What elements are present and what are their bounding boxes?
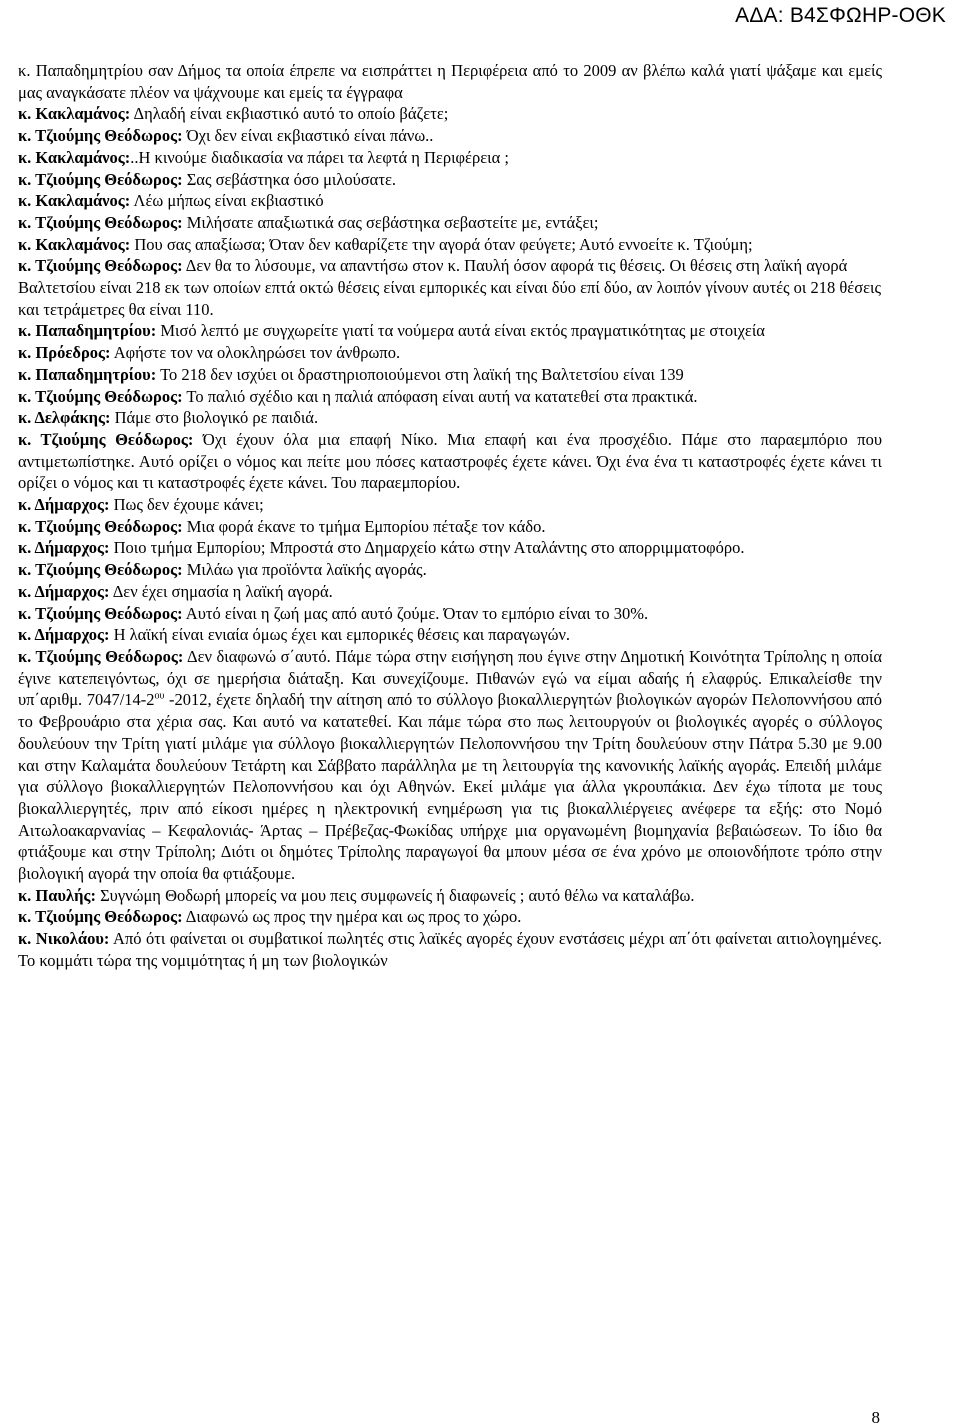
speaker-label: κ. Τζιούμης Θεόδωρος:	[18, 907, 183, 927]
speaker-label: κ. Παυλής:	[18, 885, 96, 905]
paragraph: κ. Κακλαμάνος: Λέω μήπως είναι εκβιαστικό	[18, 191, 324, 211]
paragraph: κ. Τζιούμης Θεόδωρος: Διαφωνώ ως προς την ημέρα και ως προς το χώρο.	[18, 907, 522, 927]
speaker-label: κ. Δήμαρχος:	[18, 581, 110, 601]
paragraph: κ. Παπαδημητρίου: Το 218 δεν ισχύει οι δραστηριοποιούμενοι στη λαϊκή της Βαλτετσίου είναι 139	[18, 364, 684, 384]
paragraph: κ. Κακλαμάνος: Που σας απαξίωσα; Όταν δεν καθαρίζετε την αγορά όταν φεύγετε; Αυτό εννοείτε κ. Τζιούμη;	[18, 234, 753, 254]
paragraph: κ. Τζιούμης Θεόδωρος: Μιλάω για προϊόντα λαϊκής αγοράς.	[18, 560, 427, 580]
ada-code: ΑΔΑ: Β4ΣΦΩΗΡ-ΟΘΚ	[735, 4, 946, 27]
superscript: ου	[154, 690, 165, 702]
speaker-label: κ. Τζιούμης Θεόδωρος:	[18, 516, 183, 536]
speaker-label: κ. Τζιούμης Θεόδωρος:	[18, 429, 194, 449]
page-number: 8	[871, 1408, 880, 1427]
paragraph: κ. Τζιούμης Θεόδωρος: Δεν θα το λύσουμε, να απαντήσω στον κ. Παυλή όσον αφορά τις θέσεις. Οι θέσεις στη λαϊκή αγορά Βαλτετσίου είναι 218 εκ των οποίων επτά οκτώ θέσεις είναι εμπορικές και είναι δύο επί δύο, αν λοιπόν γίνουν αυτές οι 218 θέσεις και τετράμετρες θα είναι 110.	[18, 256, 881, 319]
speaker-label: κ. Τζιούμης Θεόδωρος:	[18, 386, 183, 406]
speaker-label: κ. Κακλαμάνος:	[18, 147, 131, 167]
paragraph: κ. Παπαδημητρίου σαν Δήμος τα οποία έπρεπε να εισπράττει η Περιφέρεια από το 2009 αν βλέπω καλά γιατί ψάξαμε και εμείς μας αναγκάσατε πλέον να ψάχνουμε και εμείς τα έγγραφα	[18, 61, 883, 102]
speaker-label: κ. Τζιούμης Θεόδωρος:	[18, 603, 183, 623]
paragraph: κ. Τζιούμης Θεόδωρος: Αυτό είναι η ζωή μας από αυτό ζούμε. Όταν το εμπόριο είναι το 30%.	[18, 603, 649, 623]
speaker-label: κ. Κακλαμάνος:	[18, 234, 131, 254]
speaker-label: κ. Κακλαμάνος:	[18, 104, 131, 124]
speaker-label: κ. Κακλαμάνος:	[18, 191, 131, 211]
paragraph: κ. Νικολάου: Από ότι φαίνεται οι συμβατικοί πωλητές στις λαϊκές αγορές έχουν ενστάσεις μέχρι απ΄ότι φαίνεται αιτιολογημένες. Το κομμάτι τώρα της νομιμότητας ή μη των βιολογικών	[18, 929, 883, 970]
paragraph: κ. Τζιούμης Θεόδωρος: Μια φορά έκανε το τμήμα Εμπορίου πέταξε τον κάδο.	[18, 516, 546, 536]
paragraph: κ. Τζιούμης Θεόδωρος: Όχι δεν είναι εκβιαστικό είναι πάνω..	[18, 126, 434, 146]
paragraph: κ. Τζιούμης Θεόδωρος: Σας σεβάστηκα όσο μιλούσατε.	[18, 169, 397, 189]
paragraph: κ. Δήμαρχος: Πως δεν έχουμε κάνει;	[18, 495, 264, 515]
paragraph: κ. Πρόεδρος: Αφήστε τον να ολοκληρώσει τον άνθρωπο.	[18, 343, 401, 363]
paragraph: κ. Τζιούμης Θεόδωρος: Όχι έχουν όλα μια επαφή Νίκο. Μια επαφή και ένα προσχέδιο. Πάμε στο παραεμπόριο που αντιμετωπίστηκε. Αυτό ορίζει ο νόμος και πείτε μου πόσες καταστροφές έχετε κάνει. Όχι ένα ένα τι καταστροφές έχετε κάνει τι ορίζει ο νόμος και τι καταστροφές έχετε κάνει. Του παραεμπορίου.	[18, 429, 882, 493]
paragraph: κ. Δήμαρχος: Η λαϊκή είναι ενιαία όμως έχει και εμπορικές θέσεις και παραγωγών.	[18, 625, 571, 645]
speaker-label: κ. Τζιούμης Θεόδωρος:	[18, 126, 183, 146]
speaker-label: κ. Τζιούμης Θεόδωρος:	[18, 169, 183, 189]
speaker-label: κ. Παπαδημητρίου:	[18, 364, 157, 384]
paragraph: κ. Τζιούμης Θεόδωρος: Το παλιό σχέδιο και η παλιά απόφαση είναι αυτή να κατατεθεί στα πρακτικά.	[18, 386, 698, 406]
speaker-label: κ. Παπαδημητρίου:	[18, 321, 157, 341]
paragraph: κ. Δήμαρχος: Ποιο τμήμα Εμπορίου; Μπροστά στο Δημαρχείο κάτω στην Αταλάντης στο απορριμματοφόρο.	[18, 538, 745, 558]
speaker-label: κ. Δήμαρχος:	[18, 495, 110, 515]
paragraph: κ. Τζιούμης Θεόδωρος: Δεν διαφωνώ σ΄αυτό. Πάμε τώρα στην εισήγηση που έγινε στην Δημοτική Κοινότητα Τρίπολης η οποία έγινε κατεπειγόντως, όχι σε ημερήσια διάταξη. Και συνεχίζουμε. Πιθανών εγώ να είμαι αδαής ή ελαφρύς. Επικαλείσθε την υπ΄αριθμ. $7047/14-2^{o\upsilon}$ -2012, έχετε δηλαδή την αίτηση από το σύλλογο βιοκαλλιεργητών βιολογικών αγορών Πελοποννήσου από το Φεβρουάριο στα χέρια σας. Και αυτό να κατατεθεί. Και πάμε τώρα στο πως λειτουργούν οι βιολογικές αγορές ο σύλλογος δουλεύουν την Τρίτη γιατί μιλάμε για σύλλογο βιοκαλλιεργητών Πελοποννήσου την Τρίτη δουλεύουν στην Πάτρα 5.30 με 9.00 και στην Καλαμάτα δουλεύουν Τετάρτη και Σάββατο παράλληλα με τη λειτουργία της κανονικής λαϊκής αγοράς. Επειδή μιλάμε για σύλλογο βιοκαλλιεργητών Πελοποννήσου και όχι Αθηνών. Εκεί μιλάμε για άλλα γκρουπάκια. Δεν έχω τίποτα με τους βιοκαλλιεργητές, πριν από είκοσι ημέρες η ηλεκτρονική ενημέρωση για τις βιοκαλλιέργειες ανέφερε τα εξής: στο Νομό Αιτωλοακαρνανίας – Κεφαλονιάς- Άρτας – Πρέβεζας-Φωκίδας υπήρχε μια οργανωμένη βιομηχανία βεβαιώσεων. Το ίδιο θα φτιάξουμε και στην Τρίπολη; Διότι οι δημότες Τρίπολης παραγωγοί θα μπουν μέσα σε ένα χρόνο με οποιονδήποτε τρόπο στην βιολογική αγορά την οποία θα φτιάξουμε.	[18, 646, 883, 884]
paragraph: κ. Παυλής: Συγνώμη Θοδωρή μπορείς να μου πεις συμφωνείς ή διαφωνείς ; αυτό θέλω να καταλάβω.	[18, 885, 695, 905]
speaker-label: κ. Δήμαρχος:	[18, 538, 110, 558]
speaker-label: κ. Δήμαρχος:	[18, 625, 110, 645]
paragraph: κ. Κακλαμάνος: Δηλαδή είναι εκβιαστικό αυτό το οποίο βάζετε;	[18, 104, 449, 124]
paragraph: κ. Δήμαρχος: Δεν έχει σημασία η λαϊκή αγορά.	[18, 581, 333, 601]
paragraph: κ. Δελφάκης: Πάμε στο βιολογικό ρε παιδιά.	[18, 408, 319, 428]
speaker-label: κ. Πρόεδρος:	[18, 343, 111, 363]
paragraph: κ. Κακλαμάνος:..Η κινούμε διαδικασία να πάρει τα λεφτά η Περιφέρεια ;	[18, 147, 509, 167]
speaker-label: κ. Τζιούμης Θεόδωρος:	[18, 256, 183, 276]
speaker-label: κ. Δελφάκης:	[18, 408, 111, 428]
paragraph: κ. Παπαδημητρίου: Μισό λεπτό με συγχωρείτε γιατί τα νούμερα αυτά είναι εκτός πραγματικότητας με στοιχεία	[18, 321, 765, 341]
transcript-body	[18, 60, 882, 972]
speaker-label: κ. Τζιούμης Θεόδωρος:	[18, 212, 183, 232]
speaker-label: κ. Νικολάου:	[18, 929, 110, 949]
speaker-label: κ. Τζιούμης Θεόδωρος:	[18, 560, 183, 580]
paragraph: κ. Τζιούμης Θεόδωρος: Μιλήσατε απαξιωτικά σας σεβάστηκα σεβαστείτε με, εντάξει;	[18, 212, 599, 232]
speaker-label: κ. Τζιούμης Θεόδωρος:	[18, 646, 184, 666]
